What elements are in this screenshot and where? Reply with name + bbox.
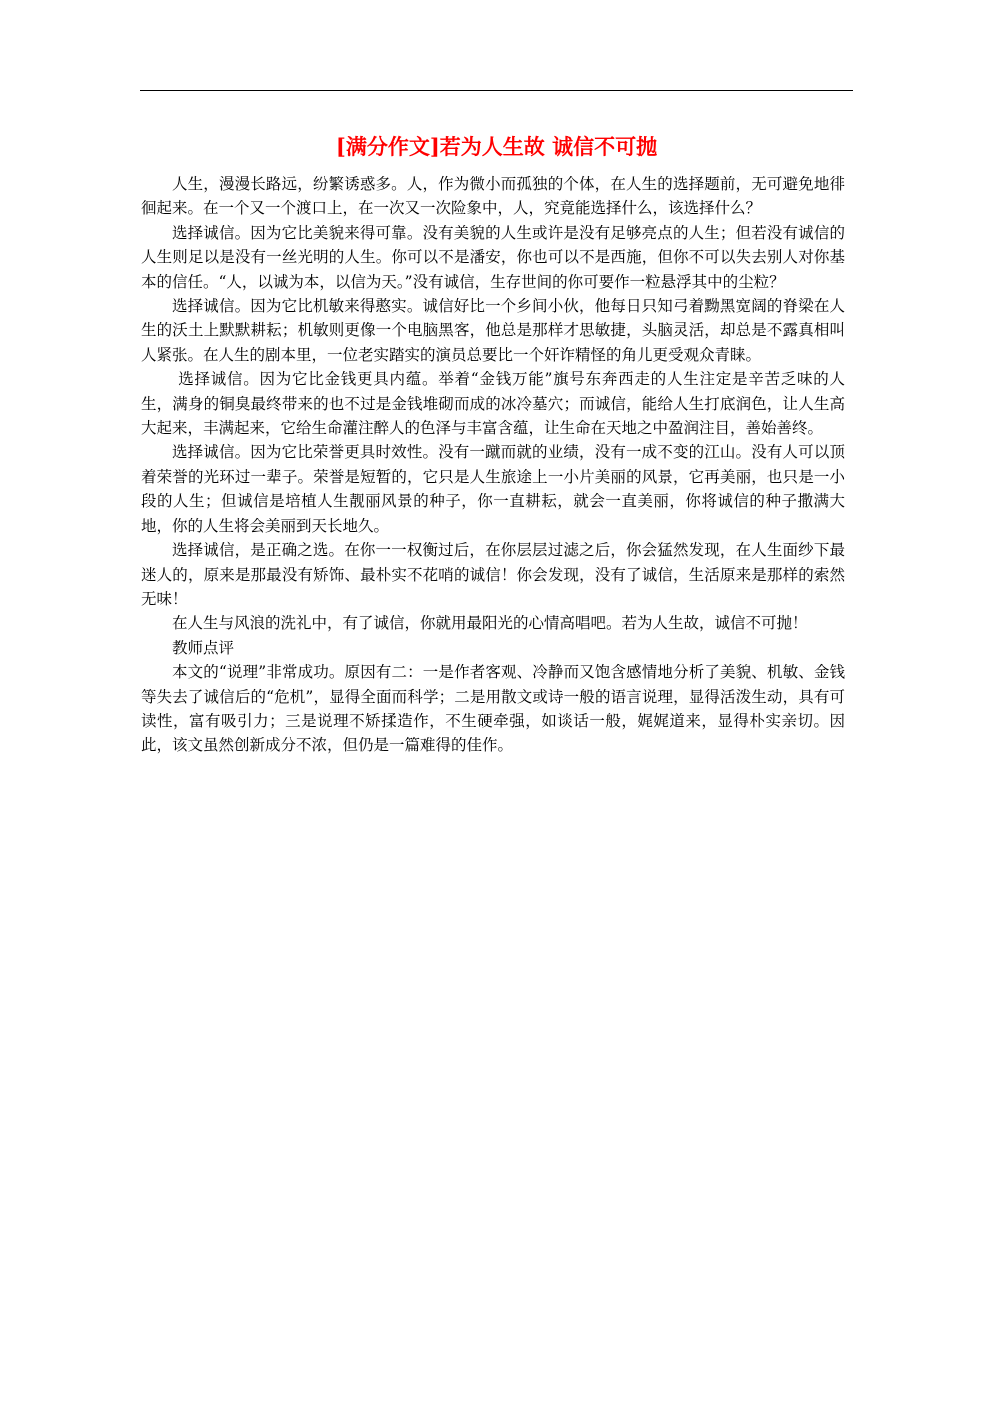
paragraph-right-choice: 选择诚信，是正确之选。在你一一权衡过后，在你层层过滤之后，你会猛然发现，在人生面纱下最迷人的，原来是那最没有矫饰、最朴实不花哨的诚信！你会发现，没有了诚信，生活原来是那样的索然无味！ — [141, 541, 845, 608]
essay-body — [141, 172, 845, 758]
paragraph-honor: 选择诚信。因为它比荣誉更具时效性。没有一蹴而就的业绩，没有一成不变的江山。没有人可以顶着荣誉的光环过一辈子。荣誉是短暂的，它只是人生旅途上一小片美丽的风景，它再美丽，也只是一小段的人生；但诚信是培植人生靓丽风景的种子，你一直耕耘，就会一直美丽，你将诚信的种子撒满大地，你的人生将会美丽到天长地久。 — [141, 443, 845, 535]
paragraph-beauty: 选择诚信。因为它比美貌来得可靠。没有美貌的人生或许是没有足够亮点的人生；但若没有诚信的人生则足以是没有一丝光明的人生。你可以不是潘安，你也可以不是西施，但你不可以失去别人对你基本的信任。“人，以诚为本，以信为天。”没有诚信，生存世间的你可要作一粒悬浮其中的尘粒？ — [141, 223, 845, 291]
teacher-comment-body: 本文的“说理”非常成功。原因有二：一是作者客观、冷静而又饱含感情地分析了美貌、机敏、金钱等失去了诚信后的“危机”，显得全面而科学；二是用散文或诗一般的语言说理，显得活泼生动，具有可读性，富有吸引力；三是说理不矫揉造作，不生硬牵强，如谈话一般，娓娓道来，显得朴实亲切。因此，该文虽然创新成分不浓，但仍是一篇难得的佳作。 — [141, 663, 845, 755]
paragraph-money: 选择诚信。因为它比金钱更具内蕴。举着“金钱万能”旗号东奔西走的人生注定是辛苦乏味的人生，满身的铜臭最终带来的也不过是金钱堆砌而成的冰冷墓穴；而诚信，能给人生打底润色，让人生高大起来，丰满起来，它给生命灌注醉人的色泽与丰富含蕴，让生命在天地之中盈润注目，善始善终。 — [141, 370, 845, 438]
paragraph-conclusion: 在人生与风浪的洗礼中，有了诚信，你就用最阳光的心情高唱吧。若为人生故，诚信不可抛！ — [172, 614, 808, 633]
teacher-comment-heading: 教师点评 — [172, 638, 235, 657]
page-title: [满分作文]若为人生故 诚信不可抛 — [335, 134, 658, 159]
header-rule — [140, 90, 853, 91]
paragraph-cleverness: 选择诚信。因为它比机敏来得憨实。诚信好比一个乡间小伙，他每日只知弓着黝黑宽阔的脊梁在人生的沃土上默默耕耘；机敏则更像一个电脑黑客，他总是那样才思敏捷，头脑灵活，却总是不露真相叫人紧张。在人生的剧本里，一位老实踏实的演员总要比一个奸诈精怪的角儿更受观众青睐。 — [141, 297, 845, 364]
paragraph-intro: 人生，漫漫长路远，纷繁诱惑多。人，作为微小而孤独的个体，在人生的选择题前，无可避免地徘徊起来。在一个又一个渡口上，在一次又一次险象中，人，究竟能选择什么，该选择什么？ — [141, 175, 845, 218]
